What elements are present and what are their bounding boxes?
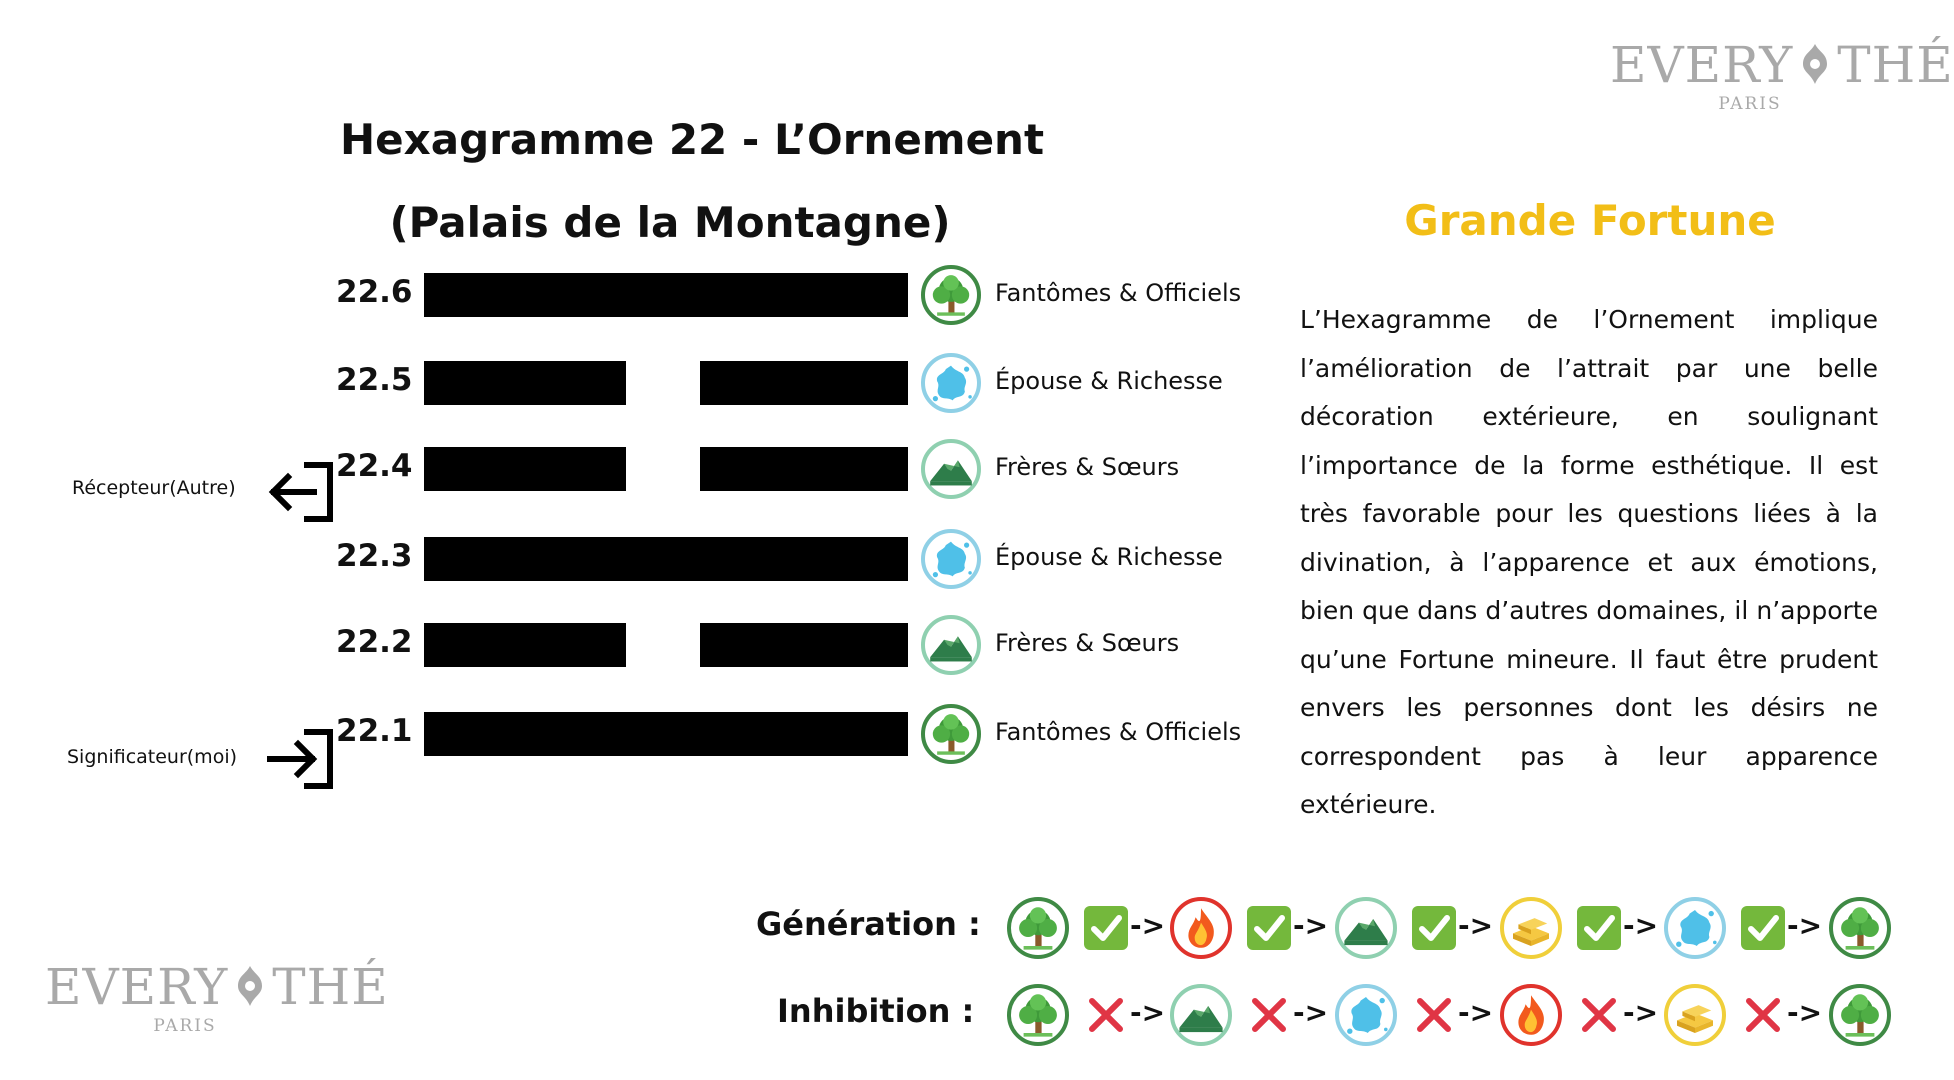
line-number: 22.4	[336, 448, 413, 484]
broken-line-right	[700, 361, 908, 405]
broken-line-right	[700, 447, 908, 491]
broken-line-left	[424, 447, 626, 491]
logo-city: PARIS	[1718, 94, 1782, 114]
significator-label: Significateur(moi)	[67, 746, 238, 768]
arrow-connector: ->	[1130, 996, 1166, 1029]
line-number: 22.3	[336, 538, 413, 574]
broken-line-left	[424, 623, 626, 667]
wood-element-icon	[1007, 984, 1069, 1046]
logo-brand-right: THÉ	[1837, 36, 1954, 94]
earth-element-icon	[1170, 984, 1232, 1046]
metal-element-icon	[1664, 984, 1726, 1046]
line-number: 22.1	[336, 713, 413, 749]
relation-label: Fantômes & Officiels	[995, 279, 1242, 307]
check-icon	[1247, 906, 1291, 950]
logo-brand-left: EVERY	[1610, 36, 1794, 94]
line-number: 22.2	[336, 624, 413, 660]
check-icon	[1577, 906, 1621, 950]
arrow-enter-icon	[266, 728, 336, 790]
arrow-connector: ->	[1623, 909, 1659, 942]
logo-brand-right: THÉ	[272, 958, 389, 1016]
solid-line	[424, 537, 908, 581]
wood-element-icon	[1007, 897, 1069, 959]
fire-element-icon	[1500, 984, 1562, 1046]
water-element-icon	[1335, 984, 1397, 1046]
wood-element-icon	[1829, 984, 1891, 1046]
wood-element-icon	[921, 704, 981, 764]
water-element-icon	[1664, 897, 1726, 959]
earth-element-icon	[921, 439, 981, 499]
cross-icon	[1577, 993, 1621, 1037]
cross-icon	[1084, 993, 1128, 1037]
wood-element-icon	[921, 265, 981, 325]
inhibition-label: Inhibition :	[777, 992, 975, 1030]
logo-top-right	[1610, 36, 1954, 114]
line-number: 22.5	[336, 362, 413, 398]
generation-label: Génération :	[756, 905, 981, 943]
line-number: 22.6	[336, 274, 413, 310]
arrow-connector: ->	[1458, 996, 1494, 1029]
relation-label: Frères & Sœurs	[995, 629, 1180, 657]
metal-element-icon	[1500, 897, 1562, 959]
broken-line-left	[424, 361, 626, 405]
cross-icon	[1741, 993, 1785, 1037]
earth-element-icon	[1335, 897, 1397, 959]
cross-icon	[1247, 993, 1291, 1037]
receiver-label: Récepteur(Autre)	[72, 477, 236, 499]
arrow-connector: ->	[1458, 909, 1494, 942]
check-icon	[1084, 906, 1128, 950]
earth-element-icon	[921, 615, 981, 675]
fortune-description: L’Hexagramme de l’Ornement implique l’amélioration de l’attrait par une belle décoration extérieure, en soulignant l’importance de la forme esthétique. Il est très favorable pour les questions liées à la divination, à l’apparence et aux émotions, bien que dans d’autres domaines, il n’apporte qu’une Fortune mineure. Il faut être prudent envers les personnes dont les désirs ne correspondent pas à leur apparence extérieure.	[1300, 305, 1878, 819]
arrow-exit-icon	[266, 461, 336, 523]
arrow-connector: ->	[1787, 909, 1823, 942]
relation-label: Fantômes & Officiels	[995, 718, 1242, 746]
page-title: Hexagramme 22 - L’Ornement	[340, 115, 1045, 164]
page-subtitle: (Palais de la Montagne)	[389, 198, 951, 247]
arrow-connector: ->	[1293, 996, 1329, 1029]
ornament-icon	[1797, 40, 1833, 98]
broken-line-right	[700, 623, 908, 667]
wood-element-icon	[1829, 897, 1891, 959]
ornament-icon	[232, 962, 268, 1020]
solid-line	[424, 273, 908, 317]
solid-line	[424, 712, 908, 756]
arrow-connector: ->	[1130, 909, 1166, 942]
relation-label: Épouse & Richesse	[995, 367, 1223, 395]
logo-brand-left: EVERY	[45, 958, 229, 1016]
logo-city: PARIS	[153, 1016, 217, 1036]
arrow-connector: ->	[1623, 996, 1659, 1029]
water-element-icon	[921, 353, 981, 413]
check-icon	[1741, 906, 1785, 950]
logo-bottom-left	[45, 958, 389, 1036]
fire-element-icon	[1170, 897, 1232, 959]
check-icon	[1412, 906, 1456, 950]
arrow-connector: ->	[1293, 909, 1329, 942]
cross-icon	[1412, 993, 1456, 1037]
relation-label: Frères & Sœurs	[995, 453, 1180, 481]
relation-label: Épouse & Richesse	[995, 543, 1223, 571]
water-element-icon	[921, 529, 981, 589]
fortune-title: Grande Fortune	[1404, 196, 1776, 245]
arrow-connector: ->	[1787, 996, 1823, 1029]
